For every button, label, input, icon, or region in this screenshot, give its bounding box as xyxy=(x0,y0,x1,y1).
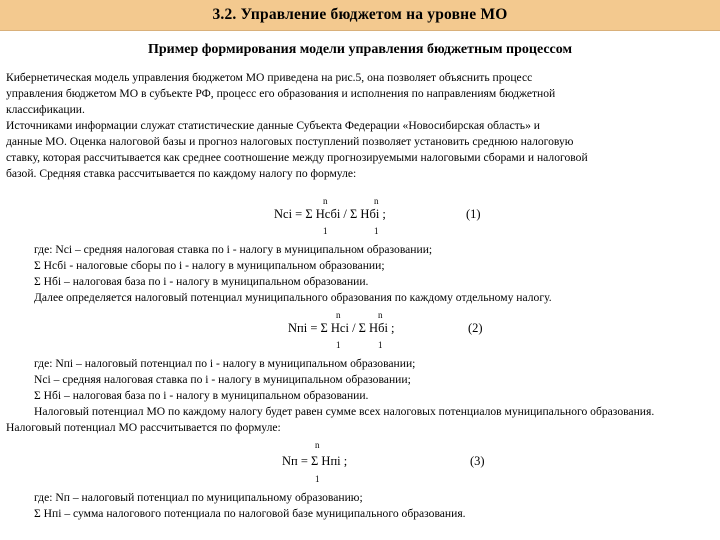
formula-2-number: (2) xyxy=(468,321,483,335)
formula-2-lower-limit-2: 1 xyxy=(378,340,383,350)
formula-2-upper-limit-2: n xyxy=(378,310,383,320)
legend-2-line-2: Nci – средняя налоговая ставка по i - налогу в муниципальном образовании; xyxy=(34,373,411,386)
legend-3-line-1: где: Nп – налоговый потенциал по муниципальному образованию; xyxy=(34,491,363,504)
formula-1: Nci = Σ Нсбi / Σ Нбi ; xyxy=(274,207,386,221)
formula-3-number: (3) xyxy=(470,454,485,468)
page-title: 3.2. Управление бюджетом на уровне МО xyxy=(212,6,508,23)
formula-1-upper-limit-1: n xyxy=(323,196,328,206)
paragraph-2-line-2: данные МО. Оценка налоговой базы и прогноз налоговых поступлений позволяет установить среднюю налоговую xyxy=(6,135,574,148)
legend-1-line-3: Σ Нбi – налоговая база по i - налогу в муниципальном образовании. xyxy=(34,275,369,288)
formula-3: Nп = Σ Нпi ; xyxy=(282,454,348,468)
legend-3-line-2: Σ Нпi – сумма налогового потенциала по налоговой базе муниципального образования. xyxy=(34,507,466,520)
formula-3-upper-limit: n xyxy=(315,440,320,450)
paragraph-3: Налоговый потенциал МО рассчитывается по формуле: xyxy=(6,421,281,434)
paragraph-1-line-2: управления бюджетом МО в субъекте РФ, процесс его образования и исполнения по направлениям бюджетной xyxy=(6,87,556,100)
formula-1-lower-limit-2: 1 xyxy=(374,226,379,236)
paragraph-2-line-4: базой. Средняя ставка рассчитывается по каждому налогу по формуле: xyxy=(6,167,357,180)
legend-1-line-2: Σ Нсбi - налоговые сборы по i - налогу в муниципальном образовании; xyxy=(34,259,385,272)
legend-2-line-1: где: Nпi – налоговый потенциал по i - налогу в муниципальном образовании; xyxy=(34,357,416,370)
paragraph-1-line-1: Кибернетическая модель управления бюджетом МО приведена на рис.5, она позволяет объяснить процесс xyxy=(6,71,533,84)
formula-2: Nпi = Σ Нci / Σ Нбi ; xyxy=(288,321,395,335)
formula-1-lower-limit-1: 1 xyxy=(323,226,328,236)
formula-2-upper-limit-1: n xyxy=(336,310,341,320)
formula-1-number: (1) xyxy=(466,207,481,221)
formula-3-lower-limit: 1 xyxy=(315,474,320,484)
legend-2-line-3: Σ Нбi – налоговая база по i - налогу в муниципальном образовании. xyxy=(34,389,369,402)
title-bar xyxy=(0,0,720,31)
legend-2-line-4: Налоговый потенциал МО по каждому налогу будет равен сумме всех налоговых потенциалов муниципального образования. xyxy=(34,405,655,418)
subtitle: Пример формирования модели управления бюджетным процессом xyxy=(147,42,573,57)
legend-1-line-4: Далее определяется налоговый потенциал муниципального образования по каждому отдельному налогу. xyxy=(34,291,552,304)
formula-2-lower-limit-1: 1 xyxy=(336,340,341,350)
legend-1-line-1: где: Nci – средняя налоговая ставка по i - налогу в муниципальном образовании; xyxy=(34,243,433,256)
paragraph-1-line-3: классификации. xyxy=(6,103,85,116)
paragraph-2-line-1: Источниками информации служат статистические данные Субъекта Федерации «Новосибирская область» и xyxy=(6,119,540,132)
formula-1-upper-limit-2: n xyxy=(374,196,379,206)
paragraph-2-line-3: ставку, которая рассчитывается как среднее соотношение между прогнозируемыми налоговыми сборами и налоговой xyxy=(6,151,588,164)
